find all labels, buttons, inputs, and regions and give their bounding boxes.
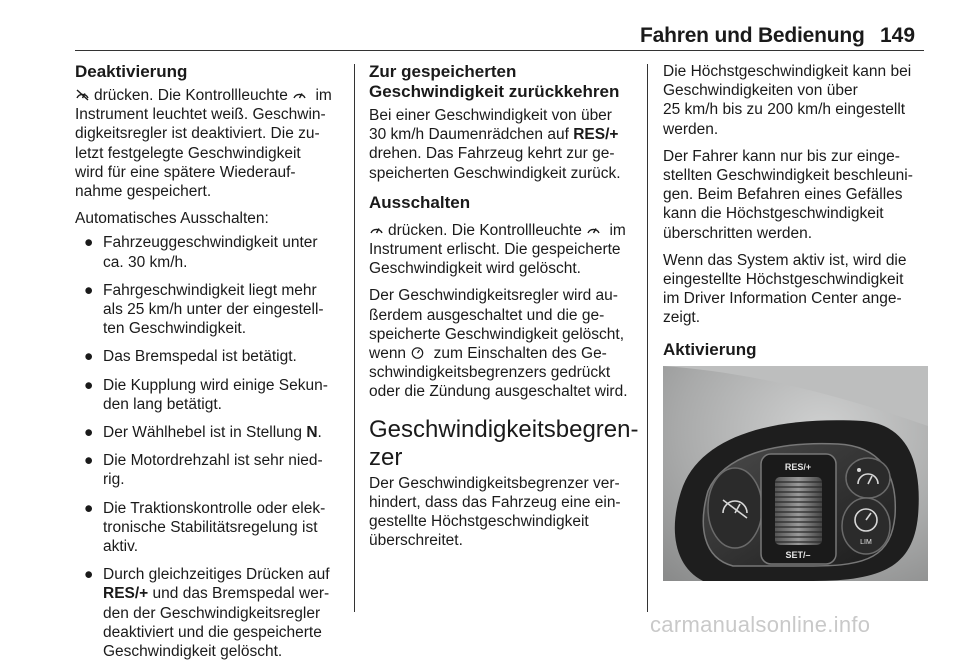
res-label: RES/+: [784, 461, 812, 472]
bullet-item: ● Durch gleichzeitiges Drücken auf RES/+ und das Bremspedal wer- den der Geschwindigkeitsregler deaktiviert und die gespeicherte Geschwindigkeit gelöscht.: [84, 566, 330, 661]
heading-ausschalten: Ausschalten: [369, 192, 471, 212]
begrenzer-text: Der Geschwindigkeitsbegrenzer ver- hindert, dass das Fahrzeug eine ein- gestellte Höchstgeschwindigkeit überschreitet.: [369, 474, 621, 550]
heading-zurueckkehren: Zur gespeicherten Geschwindigkeit zurückkehren: [369, 62, 620, 101]
limiter-display-text: Wenn das System aktiv ist, wird die eingestellte Höchstgeschwindigkeit im Driver Information Center ange- zeigt.: [663, 251, 907, 327]
heading-aktivierung: Aktivierung: [663, 339, 757, 359]
zurueckkehren-text: Bei einer Geschwindigkeit von über 30 km/h Daumenrädchen auf RES/+ drehen. Das Fahrzeug kehrt zur ge- speicherten Geschwindigkeit zurück.: [369, 107, 621, 182]
cruise-control-indicator-icon: [586, 223, 601, 236]
column-divider-right: [647, 64, 648, 612]
speed-limiter-icon: [410, 346, 425, 359]
bullet-item: ● Die Motordrehzahl ist sehr nied- rig.: [84, 452, 323, 489]
heading-deaktivierung: Deaktivierung: [75, 62, 188, 81]
cruise-off-icon: [75, 88, 90, 101]
lim-label: LIM: [860, 538, 872, 546]
page-number: 149: [880, 24, 916, 47]
bullet-item: ● Das Bremspedal ist betätigt.: [84, 348, 297, 366]
column-2: [369, 62, 637, 558]
watermark: carmanualsonline.info: [650, 612, 871, 637]
steering-wheel-controls-photo: [663, 366, 928, 581]
ausschalten-text: drücken. Die Kontrollleuchte im Instrument erlischt. Die gespeicherte Geschwindigkeit wird gelöscht.: [369, 221, 626, 278]
cruise-control-indicator-icon: [292, 88, 307, 101]
heading-begrenzer: Geschwindigkeitsbegren- zer: [369, 415, 639, 471]
bullet-item: ● Fahrgeschwindigkeit liegt mehr als 25 km/h unter der eingestell- ten Geschwindigkeit.: [84, 281, 324, 338]
limiter-range-text: Die Höchstgeschwindigkeit kann bei Geschwindigkeiten von über 25 km/h bis zu 200 km/h eingestellt werden.: [663, 63, 912, 138]
page-header-title: Fahren und Bedienung: [640, 24, 865, 47]
deaktivierung-text: drücken. Die Kontrollleuchte im Instrument leuchtet weiß. Geschwin- digkeitsregler ist deaktiviert. Die zu- letzt festgelegte Geschwindigkeit wird für eine spätere Wiederauf- nahme gespeichert.: [75, 87, 332, 201]
ausschalten-text-2: Der Geschwindigkeitsregler wird au- ßerdem ausgeschaltet und die ge- speicherte Geschwindigkeit gelöscht, wenn zum Einschalten des Ge- schwindigkeitsbegrenzers gedrückt oder die Zündung ausgeschaltet wird.: [369, 287, 628, 401]
column-divider-left: [354, 64, 355, 612]
header-rule: [75, 50, 924, 51]
column-3: [663, 62, 928, 581]
auto-off-label: Automatisches Ausschalten:: [75, 210, 269, 228]
bullet-item: ● Die Traktionskontrolle oder elek- tronische Stabilitätsregelung ist aktiv.: [84, 499, 326, 556]
column-1: [75, 62, 347, 670]
bullet-item: ● Die Kupplung wird einige Sekun- den lang betätigt.: [84, 376, 328, 413]
bullet-item: ● Fahrzeuggeschwindigkeit unter ca. 30 km/h.: [84, 234, 318, 271]
limiter-driver-text: Der Fahrer kann nur bis zur einge- stellten Geschwindigkeit beschleuni- gen. Beim Befahren eines Gefälles kann die Höchstgeschwindigkeit überschritten werden.: [663, 147, 913, 242]
cruise-control-button-icon: [369, 223, 384, 236]
set-label: SET/–: [785, 549, 811, 560]
bullet-item: ● Der Wählhebel ist in Stellung N.: [84, 424, 322, 442]
